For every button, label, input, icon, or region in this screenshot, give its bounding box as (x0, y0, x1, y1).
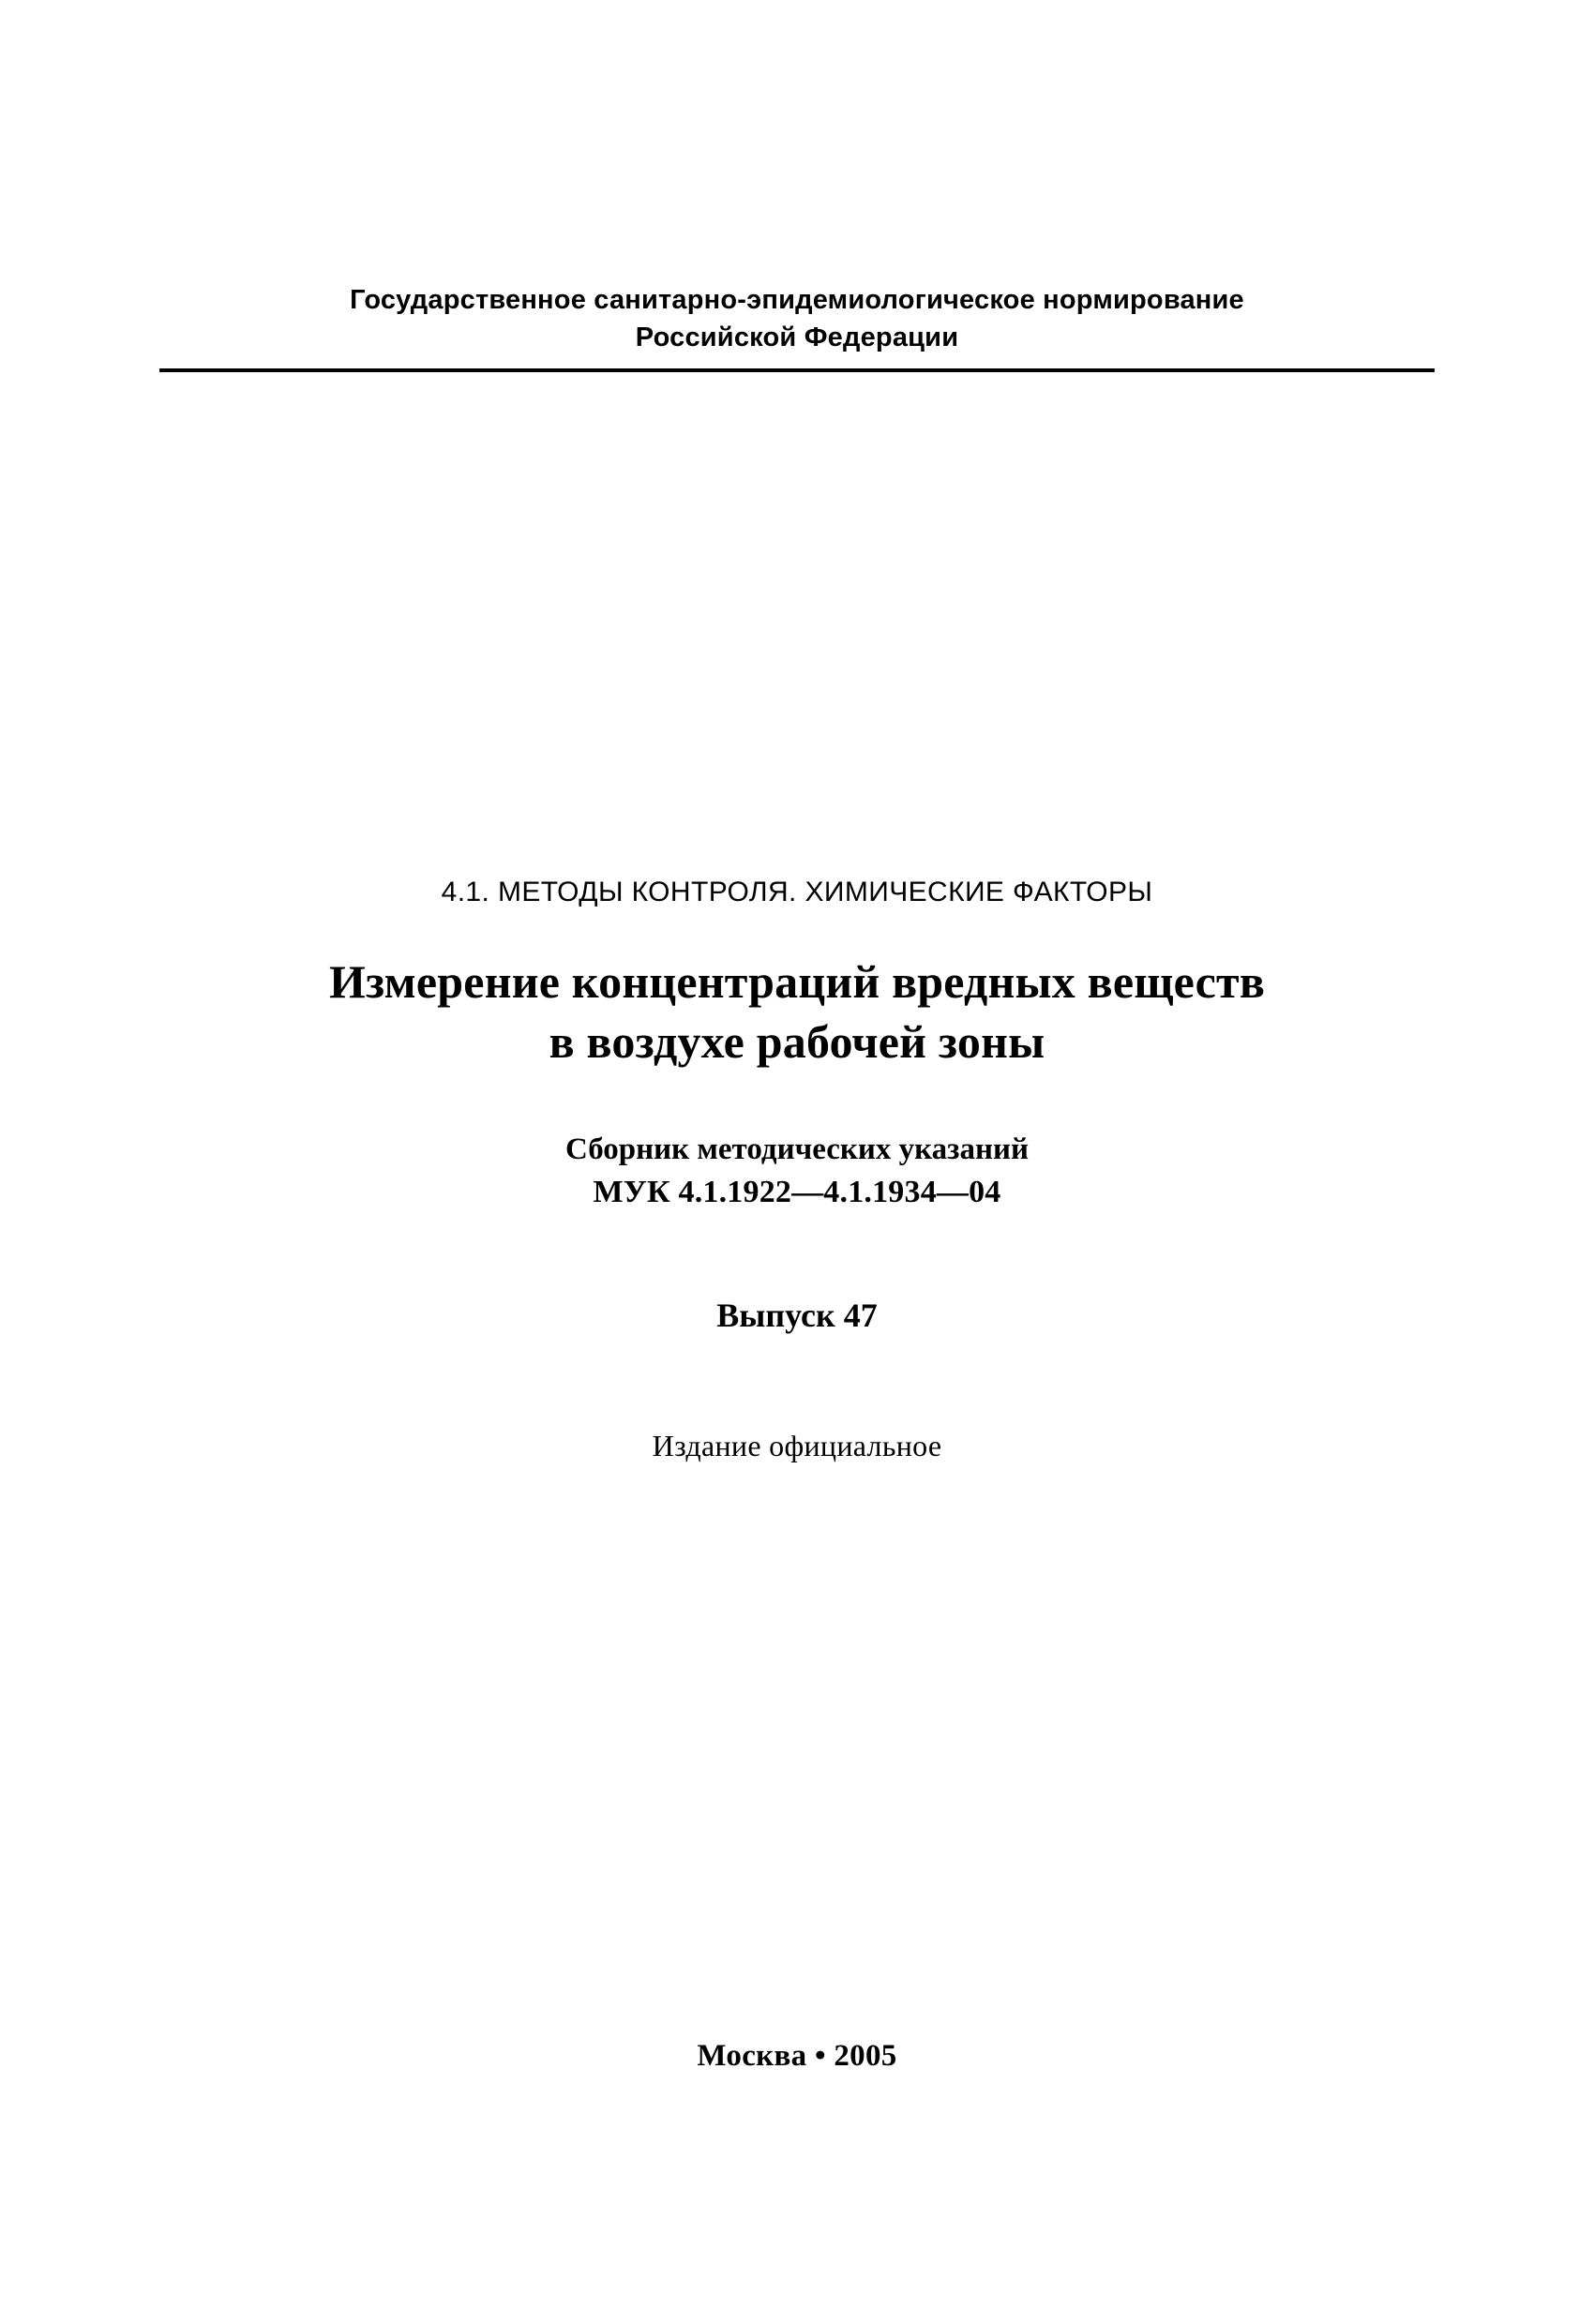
header-divider (159, 368, 1435, 372)
title-block (141, 877, 1453, 1463)
section-label: 4.1. МЕТОДЫ КОНТРОЛЯ. ХИМИЧЕСКИЕ ФАКТОРЫ (441, 877, 1153, 907)
edition-note: Издание официальное (652, 1429, 942, 1463)
header-line-2: Российской Федерации (635, 322, 959, 353)
imprint: Москва • 2005 (697, 2039, 897, 2073)
subtitle-document-code: МУК 4.1.1922—4.1.1934—04 (593, 1174, 1001, 1209)
subtitle-block (141, 1130, 1453, 1213)
page-title-line-1: Измерение концентраций вредных веществ (328, 955, 1266, 1008)
subtitle-line-1: Сборник методических указаний (564, 1132, 1029, 1166)
issue-number: Выпуск 47 (716, 1297, 878, 1335)
page-title-line-2: в воздухе рабочей зоны (549, 1015, 1045, 1068)
document-header (159, 281, 1435, 380)
page-title (141, 952, 1453, 1072)
header-line-1: Государственное санитарно-эпидемиологическое нормирование (350, 285, 1244, 315)
